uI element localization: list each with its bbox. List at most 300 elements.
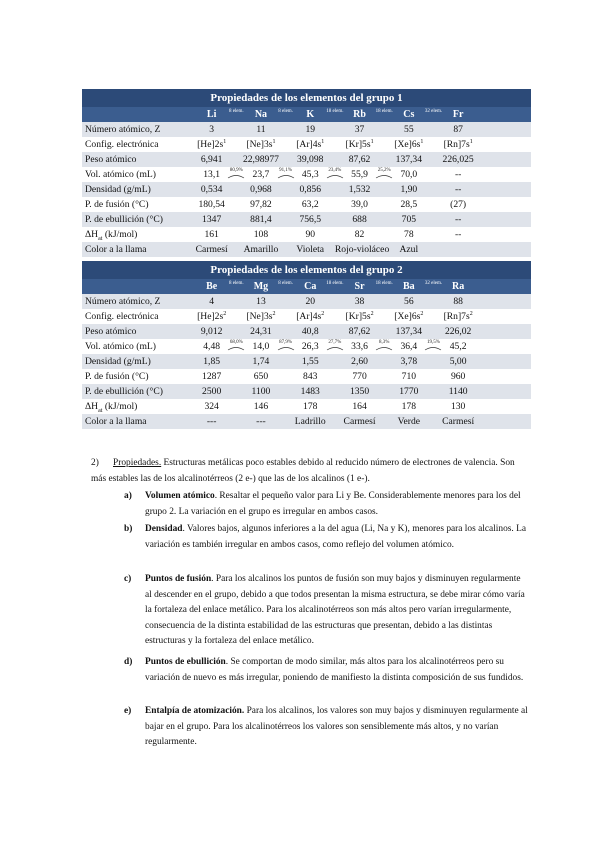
cell-value: 6,941 (200, 154, 223, 165)
table-cell (187, 399, 236, 414)
config-superscript: 2 (321, 310, 325, 317)
table-cell (286, 167, 342, 182)
table-cell (433, 197, 482, 212)
cell-value: 3 (209, 124, 215, 135)
table-cell (384, 212, 433, 227)
cell-value: 178 (401, 401, 417, 412)
table-cell (384, 354, 433, 369)
cell-value: Azul (399, 244, 419, 255)
row-label-text: Número atómico, Z (85, 296, 161, 307)
cell-value: 20 (305, 296, 316, 307)
table-cell (286, 324, 335, 339)
cell-value: 63,2 (301, 199, 319, 210)
element-symbol: Be (206, 281, 218, 292)
element-symbol-cell (236, 279, 293, 294)
cell-value: 164 (352, 401, 367, 412)
table-row (82, 167, 531, 182)
row-label-text: P. de fusión (°C) (85, 199, 149, 210)
cell-value: 13 (256, 296, 266, 307)
cell-value: 28,5 (400, 199, 418, 210)
table-cell (286, 384, 335, 399)
element-symbol: Li (206, 109, 217, 120)
table-cell (335, 354, 384, 369)
group2-table (82, 261, 531, 429)
element-symbol-cell (384, 107, 443, 122)
cell-value: Carmesí (343, 416, 376, 427)
cell-value: 24,31 (250, 326, 272, 337)
row-label (82, 122, 187, 137)
table-row (82, 294, 531, 309)
cell-value: 0,534 (200, 184, 223, 195)
cell-value: [He]2s (197, 139, 224, 150)
table-cell (433, 399, 482, 414)
config-superscript: 1 (370, 138, 374, 145)
volume-change-percent: 80,9% (229, 168, 243, 173)
table-cell (286, 414, 335, 429)
table-row (82, 227, 531, 242)
cell-value: 55,9 (351, 169, 368, 180)
cell-value: 37 (354, 124, 365, 135)
element-symbol-cell (433, 279, 482, 294)
cell-value: 1287 (202, 371, 222, 382)
table-cell (433, 384, 482, 399)
period-gap-note: 8 elem. (228, 281, 244, 286)
element-symbol-cell (335, 107, 393, 122)
row-label (82, 242, 187, 257)
table-cell (236, 369, 285, 384)
item-heading: Puntos de ebullición (145, 657, 226, 667)
cell-value: 705 (401, 214, 417, 225)
cell-value: 36,4 (400, 341, 418, 352)
element-symbol: Cs (403, 109, 415, 120)
table-cell (236, 197, 285, 212)
table-cell (384, 399, 433, 414)
cell-value: 226,025 (442, 154, 474, 165)
table-cell (384, 339, 440, 354)
table-row (82, 309, 531, 324)
volume-change-percent: 91,1% (279, 168, 293, 173)
cell-value: [Xe]6s (394, 139, 421, 150)
row-label-text: P. de ebullición (°C) (85, 386, 163, 397)
item-entalpia-atomizacion (124, 704, 528, 751)
period-gap-note: 32 elem. (424, 109, 443, 114)
table-row (82, 369, 531, 384)
item-letter: e) (124, 706, 132, 716)
table-cell (433, 167, 482, 182)
cell-value: -- (454, 214, 462, 225)
row-label-rest: (kJ/mol) (102, 401, 138, 412)
row-label-subscript: at (98, 407, 103, 414)
item-puntos-ebullicion (124, 655, 528, 686)
cell-value: 45,3 (301, 169, 319, 180)
period-gap-note: 8 elem. (278, 109, 293, 114)
row-label (82, 354, 187, 369)
config-superscript: 1 (272, 138, 276, 145)
volume-change-percent: 27,7% (328, 340, 342, 345)
item-text: . Resaltar el pequeño valor para Li y Be. Considerablemente menores para los del grupo 2. La variación en el grupo es irregular en ambos casos. (145, 491, 521, 517)
cell-value: 1140 (448, 386, 468, 397)
table-cell (335, 137, 384, 152)
cell-value: 710 (401, 371, 417, 382)
table-cell (286, 197, 335, 212)
cell-value: 146 (253, 401, 269, 412)
table-cell (384, 324, 433, 339)
cell-value: 22,98977 (242, 154, 279, 165)
element-symbol-cell (384, 279, 443, 294)
table-row (82, 354, 531, 369)
table-row (82, 414, 531, 429)
row-label (82, 152, 187, 167)
config-superscript: 1 (321, 138, 325, 145)
table-row (82, 182, 531, 197)
cell-value: 45,2 (449, 341, 467, 352)
table-cell (335, 182, 384, 197)
cell-value: [Rn]7s (443, 311, 470, 322)
table-cell (335, 369, 384, 384)
item-heading: Densidad (145, 524, 183, 534)
table-row (82, 339, 531, 354)
cell-value: 843 (303, 371, 318, 382)
table-cell (236, 122, 285, 137)
table-cell (187, 212, 236, 227)
config-superscript: 1 (469, 138, 473, 145)
table-cell (187, 197, 236, 212)
table-title: Propiedades de los elementos del grupo 1 (82, 89, 531, 107)
cell-value: 14,0 (252, 341, 270, 352)
volume-change-percent: 8,3% (378, 340, 390, 345)
cell-value: 70,0 (400, 169, 418, 180)
table-cell (335, 167, 391, 182)
item-letter: c) (124, 574, 132, 584)
table-cell (236, 294, 285, 309)
cell-value: 82 (354, 229, 365, 240)
item-heading: Entalpía de atomización. (145, 706, 245, 716)
cell-value: -- (454, 229, 462, 240)
row-label (82, 227, 187, 242)
cell-value: 90 (305, 229, 316, 240)
cell-value: 87,62 (348, 326, 371, 337)
row-label-text: ΔH (85, 401, 99, 412)
row-label-text: Peso atómico (85, 326, 137, 337)
table-cell (286, 242, 335, 257)
item-letter: d) (124, 657, 133, 667)
element-symbol-cell (286, 279, 344, 294)
element-symbol-cell (187, 279, 244, 294)
element-symbol-cell (236, 107, 293, 122)
table-cell (433, 182, 482, 197)
row-label-text: Vol. atómico (mL) (85, 169, 156, 180)
cell-value: [He]2s (197, 311, 224, 322)
cell-value: --- (206, 416, 217, 427)
cell-value: 4,48 (203, 341, 221, 352)
element-symbol: Ba (403, 281, 415, 292)
cell-value: 4 (209, 296, 215, 307)
item-letter: a) (124, 491, 132, 501)
cell-value: 33,6 (351, 341, 368, 352)
cell-value: Verde (397, 416, 421, 427)
table-cell (187, 309, 236, 324)
cell-value: Ladrillo (294, 416, 326, 427)
cell-value: [Xe]6s (394, 311, 421, 322)
table-cell (335, 414, 384, 429)
row-label (82, 197, 187, 212)
config-superscript: 2 (272, 310, 276, 317)
table-cell (236, 227, 285, 242)
row-label-text: Color a la llama (85, 244, 147, 255)
row-label-text: Densidad (g/mL) (85, 184, 151, 195)
element-symbol-cell (335, 279, 393, 294)
header-spacer (82, 107, 187, 122)
cell-value: 650 (253, 371, 269, 382)
table-cell (433, 354, 482, 369)
item-heading: Puntos de fusión (145, 574, 212, 584)
table-cell (334, 242, 390, 257)
row-label-text: P. de fusión (°C) (85, 371, 149, 382)
config-superscript: 2 (420, 310, 424, 317)
volume-change-percent: 87,9% (279, 340, 293, 345)
element-symbol: Na (254, 109, 268, 120)
cell-value: 178 (303, 401, 318, 412)
element-symbol: Ra (452, 281, 465, 292)
item-volumen-atomico (124, 489, 528, 520)
cell-value: 1,532 (348, 184, 371, 195)
table-cell (236, 324, 285, 339)
cell-value: [Ar]4s (296, 311, 322, 322)
period-gap-note: 18 elem. (326, 109, 344, 114)
row-label (82, 137, 187, 152)
cell-value: 0,968 (250, 184, 272, 195)
table-cell (433, 369, 482, 384)
volume-change-percent: 19,5% (427, 340, 440, 345)
table-cell (286, 182, 335, 197)
cell-value: 39,0 (351, 199, 368, 210)
table-cell (384, 137, 433, 152)
cell-value: 960 (450, 371, 466, 382)
table-cell (384, 197, 433, 212)
section-number: 2) (91, 458, 99, 468)
table-cell (236, 384, 285, 399)
item-heading: Volumen atómico (145, 491, 215, 501)
cell-value: 1,90 (400, 184, 418, 195)
table-cell (236, 414, 285, 429)
row-label-subscript: at (98, 235, 103, 242)
table-cell (286, 399, 335, 414)
period-gap-note: 8 elem. (228, 109, 244, 114)
table-cell (433, 122, 482, 137)
element-symbol: Fr (452, 109, 464, 120)
cell-value: [Rn]7s (443, 139, 470, 150)
cell-value: 26,3 (301, 341, 319, 352)
table-row (82, 137, 531, 152)
element-symbol: Ca (304, 281, 317, 292)
table-cell (384, 152, 433, 167)
cell-value: 38 (354, 296, 365, 307)
period-gap-note: 18 elem. (326, 281, 344, 286)
table-cell (433, 339, 482, 354)
row-label (82, 309, 187, 324)
table-cell (187, 152, 236, 167)
element-header-row (82, 279, 531, 294)
table-cell (187, 369, 236, 384)
table-cell (187, 182, 236, 197)
table-cell (236, 182, 285, 197)
item-text: Para los alcalinos, los valores son muy bajos y disminuyen regularmente al bajar en el grupo. Para los alcalinotérreos los valores son sensiblemente más altos, y no varían regularmente. (145, 706, 528, 748)
table-cell (187, 324, 236, 339)
table-cell (187, 384, 236, 399)
row-label (82, 182, 187, 197)
element-header-row (82, 107, 531, 122)
table-cell (384, 294, 433, 309)
row-label (82, 399, 187, 414)
table-cell (286, 152, 335, 167)
cell-value: 1100 (251, 386, 271, 397)
table-cell (335, 309, 384, 324)
cell-value: --- (256, 416, 266, 427)
cell-value: 97,82 (250, 199, 272, 210)
table-cell (384, 227, 433, 242)
table-cell (187, 294, 236, 309)
cell-value: 11 (256, 124, 266, 135)
cell-value: [Ar]4s (296, 139, 322, 150)
volume-change-percent: 68,0% (229, 340, 243, 345)
row-label (82, 369, 187, 384)
table-cell (286, 369, 335, 384)
table-row (82, 399, 531, 414)
table-cell (236, 137, 285, 152)
table-cell (384, 309, 433, 324)
section-2-intro (91, 456, 528, 487)
row-label-text: Color a la llama (85, 416, 147, 427)
cell-value: (27) (450, 199, 467, 210)
cell-value: 23,7 (252, 169, 270, 180)
table-row (82, 384, 531, 399)
cell-value: -- (454, 169, 462, 180)
cell-value: Carmesí (195, 244, 228, 255)
volume-change-percent: 23,4% (328, 168, 342, 173)
cell-value: 1483 (300, 386, 320, 397)
table-cell (187, 137, 236, 152)
row-label-text: Densidad (g/mL) (85, 356, 151, 367)
table-row (82, 152, 531, 167)
table-row (82, 324, 531, 339)
cell-value: [Kr]5s (345, 139, 371, 150)
config-superscript: 2 (223, 310, 227, 317)
table-cell (384, 414, 433, 429)
row-label (82, 294, 187, 309)
cell-value: Amarillo (243, 244, 279, 255)
element-symbol: K (306, 109, 315, 120)
table-cell (286, 122, 335, 137)
table-cell (187, 167, 243, 182)
table-cell (286, 212, 335, 227)
table-cell (286, 227, 335, 242)
table-cell (335, 294, 384, 309)
row-label (82, 212, 187, 227)
element-symbol-cell (187, 107, 244, 122)
cell-value: 108 (253, 229, 269, 240)
config-superscript: 2 (469, 310, 473, 317)
cell-value: 9,012 (200, 326, 223, 337)
table-cell (187, 242, 236, 257)
table-row (82, 197, 531, 212)
item-densidad (124, 522, 528, 553)
row-label-text: Config. electrónica (85, 311, 159, 322)
table-cell (384, 369, 433, 384)
table-cell (335, 227, 384, 242)
cell-value: 39,098 (297, 154, 324, 165)
element-symbol: Mg (253, 281, 269, 292)
table-cell (187, 227, 236, 242)
table-cell (433, 152, 482, 167)
table-cell (433, 227, 482, 242)
table-cell (236, 242, 285, 257)
row-label (82, 324, 187, 339)
cell-value: 161 (204, 229, 219, 240)
header-spacer (82, 279, 187, 294)
table-cell (335, 339, 390, 354)
cell-value: 226,02 (444, 326, 472, 337)
item-puntos-fusion (124, 572, 528, 650)
group1-table (82, 89, 531, 257)
table-cell (384, 242, 433, 257)
cell-value: 19 (305, 124, 316, 135)
cell-value: [Ne]3s (246, 311, 273, 322)
period-gap-note: 8 elem. (278, 281, 293, 286)
item-text: . Se comportan de modo similar, más altos para los alcalinotérreos pero su variación de nuevo es más irregular, poniendo de manifiesto la distinta composición de sus fundidos. (145, 657, 524, 683)
table-cell (335, 197, 384, 212)
cell-value: 1,85 (203, 356, 221, 367)
cell-value: 1,55 (301, 356, 319, 367)
table-cell (335, 384, 384, 399)
cell-value: 1347 (202, 214, 222, 225)
cell-value: [Kr]5s (345, 311, 371, 322)
cell-value: 137,34 (395, 326, 423, 337)
table-row (82, 212, 531, 227)
table-cell (236, 309, 285, 324)
cell-value: 881,4 (250, 214, 272, 225)
row-label-text: ΔH (85, 229, 99, 240)
cell-value: 40,8 (301, 326, 319, 337)
row-label-rest: (kJ/mol) (102, 229, 138, 240)
cell-value: Carmesí (442, 416, 475, 427)
table-cell (187, 122, 236, 137)
table-cell (384, 122, 433, 137)
table-cell (384, 182, 433, 197)
config-superscript: 2 (370, 310, 374, 317)
cell-value: 756,5 (299, 214, 322, 225)
cell-value: 180,54 (198, 199, 225, 210)
element-symbol-cell (286, 107, 344, 122)
cell-value: 1,74 (252, 356, 270, 367)
cell-value: 78 (404, 229, 414, 240)
table-cell (236, 399, 285, 414)
row-label-text: Config. electrónica (85, 139, 159, 150)
cell-value: 88 (453, 296, 463, 307)
row-label-text: P. de ebullición (°C) (85, 214, 163, 225)
row-label (82, 414, 187, 429)
table-cell (236, 167, 293, 182)
table-cell (187, 339, 243, 354)
element-symbol-cell (433, 107, 482, 122)
table-cell (286, 294, 335, 309)
item-text: . Valores bajos, algunos inferiores a la del agua (Li, Na y K), menores para los alcalinos. La variación es también irregular en ambos casos, como reflejo del volumen atómico. (145, 524, 526, 550)
item-text: . Para los alcalinos los puntos de fusión son muy bajos y disminuyen regularmente al descender en el grupo, debido a que todos presentan la misma estructura, se debe mirar cómo varía la fortaleza del enlace metálico. Para los alcalinotérreos son más altos pero varían irregularmente, consecuencia de la distinta estabilidad de las estructuras que presentan, debido a las distintas estructuras y la fortaleza del enlace metálico. (145, 574, 525, 647)
cell-value: 3,78 (400, 356, 418, 367)
config-superscript: 1 (223, 138, 227, 145)
row-label-text: Vol. atómico (mL) (85, 341, 156, 352)
cell-value: 13,1 (203, 169, 221, 180)
table-cell (433, 242, 482, 257)
